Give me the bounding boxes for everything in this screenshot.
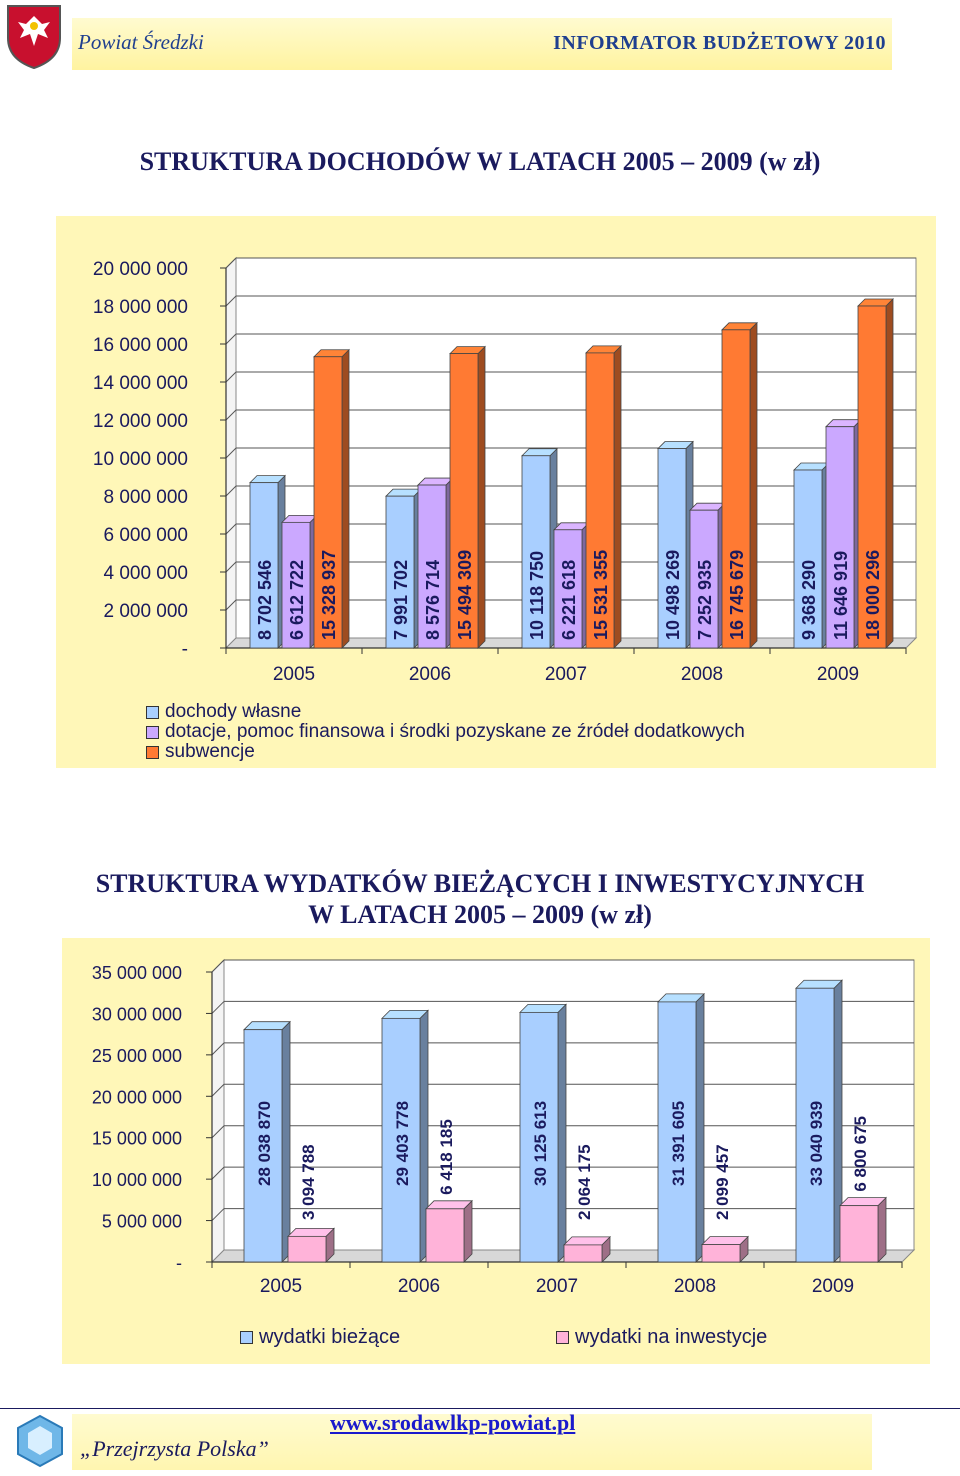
y-tick-label: - — [176, 1253, 182, 1273]
x-category-label: 2009 — [816, 664, 860, 685]
bar-top — [382, 1010, 428, 1018]
bar-top — [288, 1228, 334, 1236]
data-label: 15 531 355 — [591, 549, 611, 640]
y-tick-label: 20 000 000 — [91, 1087, 182, 1108]
data-label: 10 498 269 — [663, 549, 683, 640]
bar-side — [558, 1004, 566, 1262]
legend-swatch-blue — [240, 1331, 253, 1344]
x-category-label: 2005 — [272, 664, 316, 685]
x-category-label: 2005 — [259, 1276, 303, 1297]
data-label: 30 125 613 — [531, 1100, 550, 1186]
data-label: 15 494 309 — [455, 549, 475, 640]
data-label: 10 118 750 — [527, 550, 547, 640]
y-tick-label: 6 000 000 — [103, 525, 188, 546]
bar-pink-2007 — [564, 1245, 602, 1262]
y-tick-label: 25 000 000 — [91, 1045, 182, 1066]
bar-pink-2006 — [426, 1209, 464, 1262]
chart2-title-line2: W LATACH 2005 – 2009 (w zł) — [308, 900, 652, 929]
y-tick-label: 35 000 000 — [91, 963, 182, 983]
y-tick-label: 5 000 000 — [101, 1211, 182, 1232]
bar-side — [282, 1022, 290, 1262]
legend-label-investment-expenditure: wydatki na inwestycje — [575, 1326, 768, 1348]
y-tick-label: 20 000 000 — [92, 259, 188, 280]
data-label: 9 368 290 — [799, 559, 819, 640]
data-label: 16 745 679 — [727, 549, 747, 640]
data-label: 18 000 296 — [863, 549, 883, 640]
data-label: 31 391 605 — [669, 1100, 688, 1186]
data-label: 2 099 457 — [713, 1144, 732, 1220]
data-label: 6 418 185 — [437, 1119, 456, 1195]
data-label: 6 800 675 — [851, 1116, 870, 1192]
y-tick-label: 8 000 000 — [103, 487, 188, 508]
y-tick-label: 18 000 000 — [92, 297, 188, 318]
y-tick-label: 15 000 000 — [91, 1128, 182, 1149]
y-tick-label: 12 000 000 — [92, 411, 188, 432]
data-label: 11 646 919 — [831, 550, 851, 640]
data-label: 29 403 778 — [393, 1100, 412, 1186]
bar-top — [244, 1022, 290, 1030]
legend-label-grants: dotacje, pomoc finansowa i środki pozyskane ze źródeł dodatkowych — [165, 721, 745, 742]
y-tick-label: 2 000 000 — [103, 601, 188, 622]
data-label: 33 040 939 — [807, 1100, 826, 1186]
data-label: 6 221 618 — [559, 559, 579, 640]
x-category-label: 2008 — [673, 1276, 717, 1297]
x-category-label: 2007 — [544, 664, 588, 685]
y-tick-label: 4 000 000 — [103, 563, 188, 584]
data-label: 28 038 870 — [255, 1100, 274, 1186]
bar-side — [696, 994, 704, 1262]
data-label: 2 064 175 — [575, 1144, 594, 1220]
data-label: 6 612 722 — [287, 559, 307, 640]
legend-swatch-pink — [556, 1331, 569, 1344]
bar-top — [520, 1004, 566, 1012]
header-publication-title: INFORMATOR BUDŻETOWY 2010 — [553, 32, 886, 54]
footer-divider — [0, 1408, 960, 1409]
x-category-label: 2009 — [811, 1276, 855, 1297]
data-label: 7 991 702 — [391, 559, 411, 640]
x-category-label: 2006 — [408, 664, 452, 685]
bar-top — [796, 980, 842, 988]
bar-top — [702, 1237, 748, 1245]
x-category-label: 2006 — [397, 1276, 441, 1297]
y-tick-label: 30 000 000 — [91, 1004, 182, 1025]
data-label: 7 252 935 — [695, 559, 715, 640]
bar-top — [658, 994, 704, 1002]
y-tick-label: 16 000 000 — [92, 335, 188, 356]
header-county-name: Powiat Średzki — [78, 30, 204, 54]
bar-pink-2008 — [702, 1245, 740, 1262]
y-tick-label: 14 000 000 — [92, 373, 188, 394]
bar-top — [840, 1198, 886, 1206]
chart1-title: STRUKTURA DOCHODÓW W LATACH 2005 – 2009 (w zł) — [139, 147, 821, 176]
legend-item-investment-expenditure — [556, 1326, 767, 1349]
y-tick-label: 10 000 000 — [92, 449, 188, 470]
data-label: 8 702 546 — [255, 559, 275, 640]
legend-label-own-income: dochody własne — [165, 701, 302, 722]
y-tick-label: - — [181, 639, 188, 660]
footer-website-link[interactable]: www.srodawlkp-powiat.pl — [330, 1410, 576, 1435]
bar-side — [464, 1201, 472, 1262]
y-tick-label: 10 000 000 — [91, 1170, 182, 1191]
data-label: 8 576 714 — [423, 559, 443, 640]
legend-label-current-expenditure: wydatki bieżące — [259, 1326, 401, 1348]
transparent-poland-logo-icon — [14, 1414, 66, 1468]
plot-side-wall — [212, 960, 224, 1262]
data-label: 15 328 937 — [319, 549, 339, 640]
bar-pink-2005 — [288, 1236, 326, 1262]
bar-pink-2009 — [840, 1206, 878, 1262]
data-label: 3 094 788 — [299, 1144, 318, 1220]
bar-top — [564, 1237, 610, 1245]
legend-label-subsidies: subwencje — [165, 741, 255, 762]
footer-program-name: „Przejrzysta Polska” — [80, 1436, 269, 1461]
bar-top — [426, 1201, 472, 1209]
x-category-label: 2008 — [680, 664, 724, 685]
bar-side — [878, 1198, 886, 1262]
chart2-title-line1: STRUKTURA WYDATKÓW BIEŻĄCYCH I INWESTYCYJNYCH — [95, 869, 865, 898]
x-category-label: 2007 — [535, 1276, 579, 1297]
legend-item-current-expenditure — [240, 1326, 400, 1349]
